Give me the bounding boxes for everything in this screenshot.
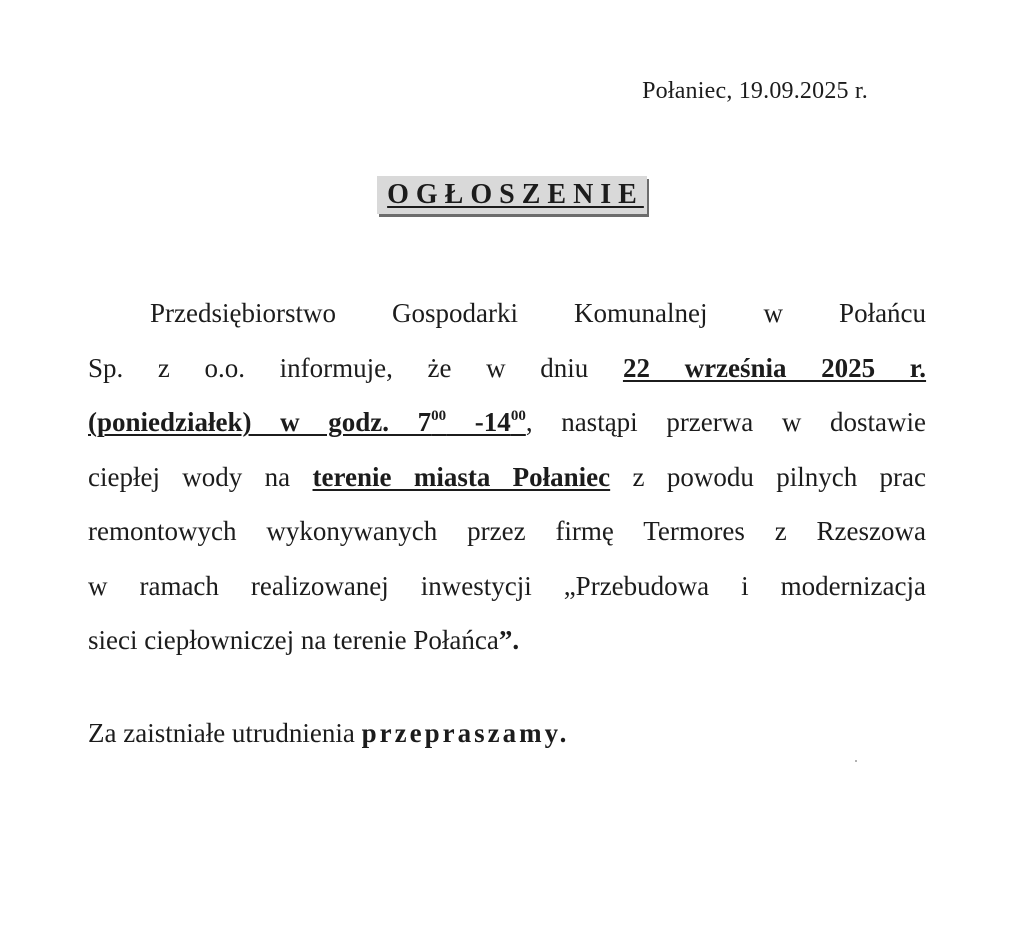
apology-text: Za zaistniałe utrudnienia bbox=[88, 718, 355, 748]
announcement-body bbox=[88, 286, 926, 668]
outage-day-label: (poniedziałek) w godz. 7 bbox=[88, 407, 432, 437]
body-line-6: w ramach realizowanej inwestycji „Przebudowa i modernizacja bbox=[88, 570, 926, 601]
body-line-1 bbox=[88, 286, 926, 341]
time-end-minutes: 00 bbox=[510, 408, 526, 424]
body-word: że bbox=[427, 352, 452, 383]
apology-emphasis: przepraszamy. bbox=[361, 718, 570, 748]
outage-area: terenie miasta Połaniec bbox=[312, 461, 611, 492]
body-word: w Połańcu bbox=[763, 298, 927, 328]
time-end-label: -14 bbox=[446, 407, 511, 437]
body-word: informuje, bbox=[279, 352, 393, 383]
time-start-minutes: 00 bbox=[431, 408, 447, 424]
announcement-title: OGŁOSZENIE bbox=[377, 176, 647, 214]
apology-line bbox=[88, 718, 569, 749]
body-word: Komunalnej bbox=[574, 298, 708, 328]
body-line-2 bbox=[88, 341, 926, 396]
company-suffix: Sp. z o.o. bbox=[88, 352, 246, 383]
outage-time bbox=[88, 407, 526, 437]
body-text-span: sieci ciepłowniczej na terenie Połańca bbox=[88, 625, 499, 655]
body-text-span: , nastąpi przerwa w dostawie bbox=[525, 407, 926, 437]
closing-quote: ”. bbox=[498, 625, 520, 655]
body-word: Gospodarki bbox=[392, 298, 518, 328]
body-line-4 bbox=[88, 450, 926, 505]
body-line-5: remontowych wykonywanych przez firmę Termores z Rzeszowa bbox=[88, 516, 926, 546]
scan-speck bbox=[855, 760, 857, 762]
title-container bbox=[0, 176, 1024, 214]
body-word: Przedsiębiorstwo bbox=[150, 298, 336, 328]
body-word: w bbox=[486, 352, 506, 383]
body-text-span: ciepłej wody na bbox=[88, 461, 291, 492]
body-line-7 bbox=[88, 613, 926, 668]
body-text-span: z powodu pilnych prac bbox=[632, 461, 927, 492]
body-word: dniu bbox=[540, 352, 589, 383]
body-line-3 bbox=[88, 395, 926, 450]
document-date: Połaniec, 19.09.2025 r. bbox=[642, 78, 868, 104]
outage-date: 22 września 2025 r. bbox=[622, 352, 927, 383]
